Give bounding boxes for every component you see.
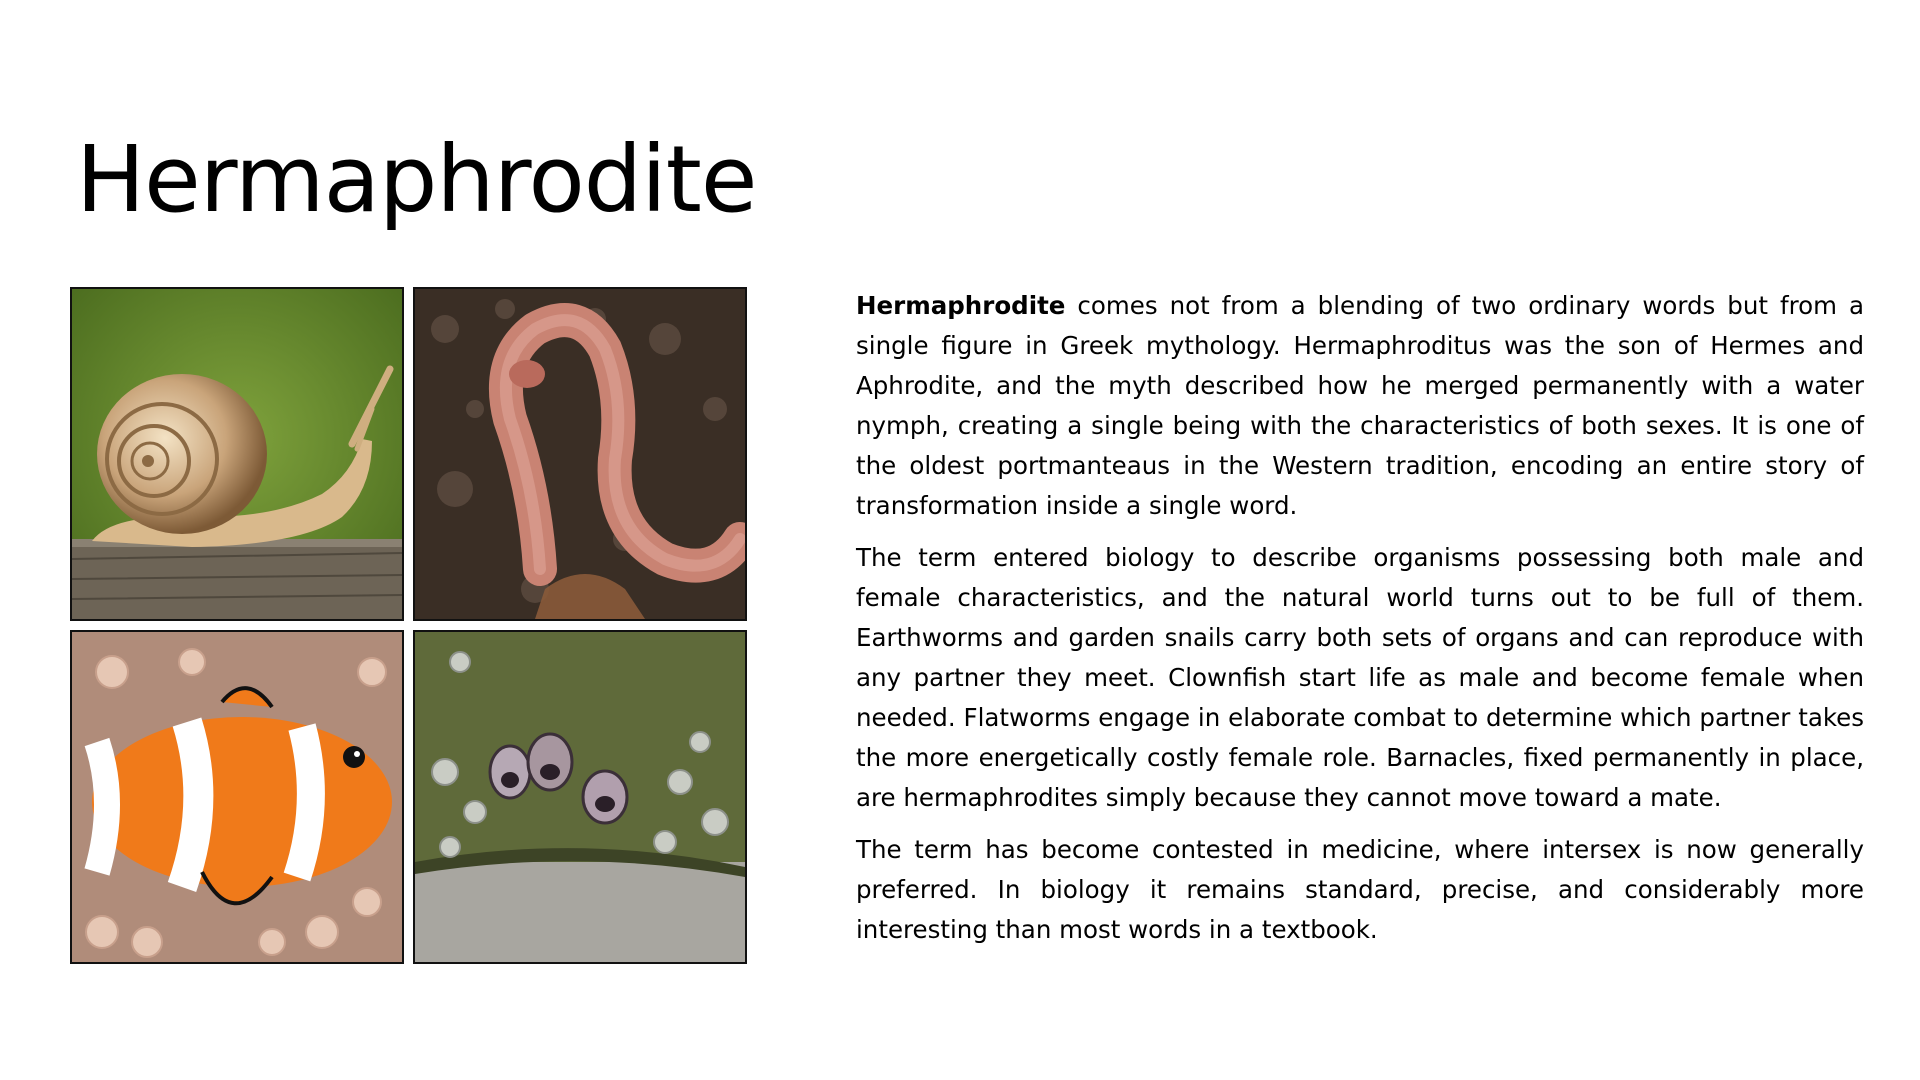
paragraph-biology: The term entered biology to describe organisms possessing both male and female characteristics, and the natural world turns out to be full of them. Earthworms and garden snails carry both sets of organs and can reproduce with any partner they meet. Clownfish start life as male and become female when needed. Flatworms engage in elaborate combat to determine which partner takes the more energetically costly female role. Barnacles, fixed permanently in place, are hermaphrodites simply because they cannot move toward a mate. — [856, 543, 1864, 812]
barnacles-image — [413, 630, 747, 964]
earthworm-illustration — [415, 289, 745, 619]
body-text — [856, 286, 1864, 962]
image-grid — [70, 287, 747, 964]
paragraph-medicine: The term has become contested in medicine, where intersex is now generally preferred. In biology it remains standard, precise, and considerably more interesting than most words in a textbook. — [856, 835, 1864, 944]
snail-image — [70, 287, 404, 621]
snail-illustration — [72, 289, 402, 619]
slide-title: Hermaphrodite — [76, 126, 757, 233]
paragraph-etymology — [856, 286, 1864, 526]
earthworm-image — [413, 287, 747, 621]
clownfish-image — [70, 630, 404, 964]
paragraph-etymology-text: comes not from a blending of two ordinary words but from a single figure in Greek mythology. Hermaphroditus was the son of Hermes and Aphrodite, and the myth described how he merged permanently with a water nymph, creating a single being with the characteristics of both sexes. It is one of the oldest portmanteaus in the Western tradition, encoding an entire story of transformation inside a single word. — [856, 291, 1864, 520]
barnacles-illustration — [415, 632, 745, 962]
paragraph-lead-term: Hermaphrodite — [856, 291, 1066, 320]
clownfish-illustration — [72, 632, 402, 962]
